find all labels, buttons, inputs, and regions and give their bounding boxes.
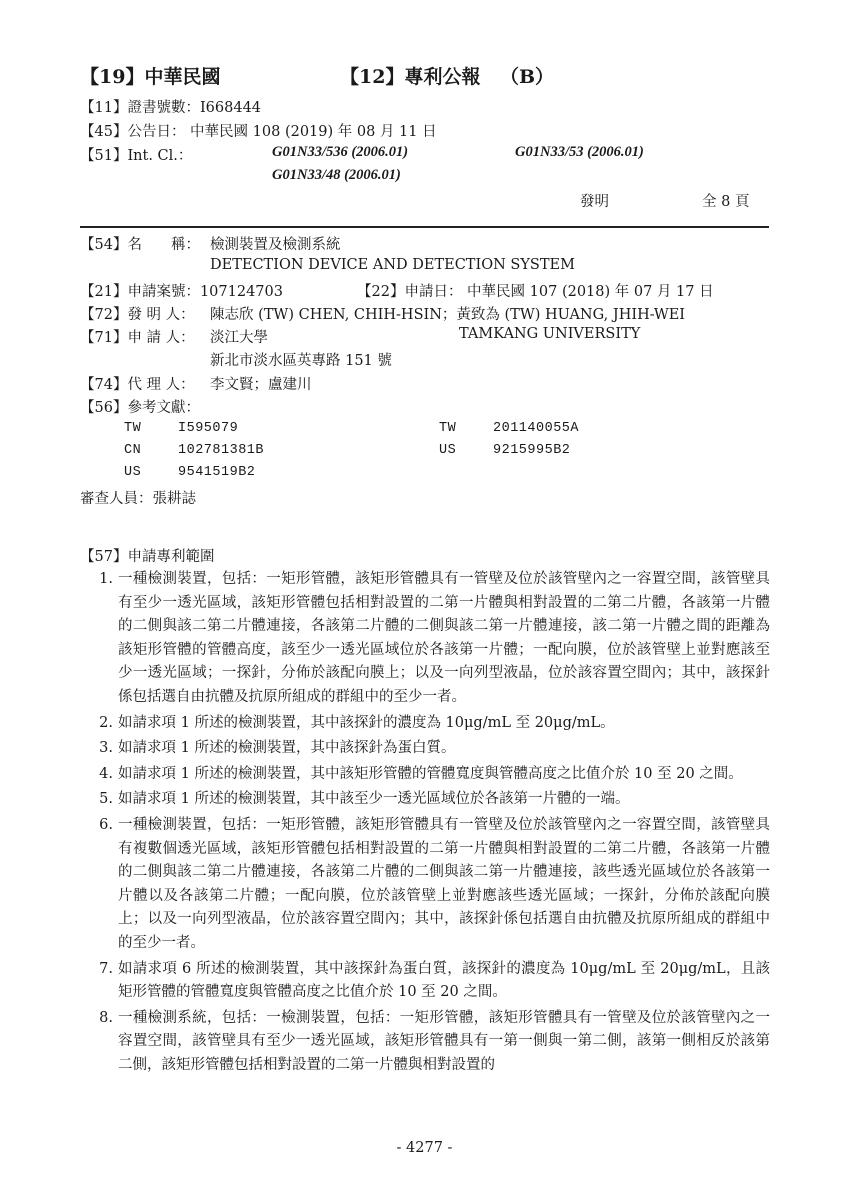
reference-country: CN (124, 443, 142, 458)
examiner: 審查人員：張耕誌 (80, 491, 196, 507)
references-label: 【56】參考文獻： (80, 400, 200, 416)
claim-number: 2. (99, 714, 113, 731)
reference-country: US (439, 443, 457, 458)
certificate-number: 【11】證書號數：I668444 (80, 100, 262, 116)
claim-text: 一種檢測裝置，包括：一矩形管體，該矩形管體具有一管壁及位於該管壁內之一容置空間，該管壁具有至少一透光區域，該矩形管體包括相對設置的二第一片體與相對設置的二第二片體，各該第一片體的二側與該二第二片體連接，各該第二片體的二側與該二第一片體連接，該二第一片體之間的距離為該矩形管體的管體高度，該至少一透光區域位於各該第一片體；一配向膜，位於該管壁上並對應該至少一透光區域；一探針，分佈於該配向膜上；以及一向列型液晶，位於該容置空間內；其中，該探針係包括選自由抗體及抗原所組成的群組中的至少一者。 (118, 571, 770, 705)
claim-text: 如請求項 1 所述的檢測裝置，其中該探針的濃度為 10μg/mL 至 20μg/mL。 (118, 714, 615, 731)
inventors: 陳志欣 (TW) CHEN, CHIH-HSIN；黃致為 (TW) HUANG, JHIH-WEI (210, 307, 686, 323)
applicant-zh: 淡江大學 (210, 330, 268, 346)
ipc-code: G01N33/53 (2006.01) (515, 144, 644, 160)
title-zh: 檢測裝置及檢測系統 (210, 237, 341, 253)
claim-number: 3. (99, 740, 113, 757)
claim-number: 1. (99, 571, 113, 587)
claim-text: 如請求項 6 所述的檢測裝置，其中該探針為蛋白質，該探針的濃度為 10μg/mL 至 20μg/mL，且該矩形管體的管體寬度與管體高度之比值介於 10 至 20 之間。 (118, 960, 770, 1001)
claim-number: 7. (99, 960, 113, 977)
reference-number: 201140055A (493, 421, 580, 436)
applicant-address: 新北市淡水區英專路 151 號 (210, 353, 392, 369)
header-divider (80, 226, 769, 228)
claim-number: 5. (99, 791, 113, 808)
claim-text: 一種檢測裝置，包括：一矩形管體，該矩形管體具有一管壁及位於該管壁內之一容置空間，該管壁具有複數個透光區域，該矩形管體包括相對設置的二第一片體與相對設置的二第二片體，各該第一片體的二側與該二第二片體連接，各該第二片體的二側與該二第一片體連接，該些透光區域位於各該第一片體以及各該第二片體；一配向膜，位於該管壁上並對應該些透光區域；一探針，分佈於該配向膜上；以及一向列型液晶，位於該容置空間內；其中，該探針係包括選自由抗體及抗原所組成的群組中的至少一者。 (118, 816, 770, 951)
announcement-date: 【45】公告日： 中華民國 108 (2019) 年 08 月 11 日 (80, 124, 437, 140)
reference-number: 102781381B (178, 443, 265, 458)
claim-item (80, 958, 770, 1005)
page-number: - 4277 - (396, 1140, 453, 1156)
country-code: 【19】中華民國 (80, 66, 221, 88)
inventor-label: 【72】發 明 人： (80, 307, 195, 323)
ipc-label: 【51】Int. Cl.： (80, 148, 193, 164)
reference-number: 9215995B2 (493, 443, 571, 458)
claim-item (80, 788, 770, 812)
claim-item (80, 712, 770, 736)
claim-item (80, 1007, 770, 1078)
reference-number: I595079 (178, 421, 239, 436)
title-en: DETECTION DEVICE AND DETECTION SYSTEM (210, 257, 575, 273)
claim-number: 4. (99, 765, 113, 782)
claim-text: 如請求項 1 所述的檢測裝置，其中該探針為蛋白質。 (118, 740, 456, 757)
claim-item (80, 737, 770, 761)
filing-date: 【22】申請日： 中華民國 107 (2018) 年 07 月 17 日 (357, 284, 714, 300)
kind-code: （B） (500, 66, 555, 88)
claim-text: 如請求項 1 所述的檢測裝置，其中該至少一透光區域位於各該第一片體的一端。 (118, 791, 630, 808)
agents: 李文賢；盧建川 (210, 377, 312, 393)
reference-number: 9541519B2 (178, 465, 256, 480)
title-label: 【54】名 稱： (80, 237, 200, 253)
ipc-code: G01N33/48 (2006.01) (272, 167, 401, 183)
claim-item (80, 814, 770, 956)
claims-list (80, 568, 770, 1079)
claim-number: 6. (99, 816, 113, 833)
ipc-code: G01N33/536 (2006.01) (272, 144, 409, 160)
application-number: 【21】申請案號：107124703 (80, 284, 283, 300)
applicant-label: 【71】申 請 人： (80, 330, 195, 346)
applicant-en: TAMKANG UNIVERSITY (459, 326, 641, 342)
claim-text: 如請求項 1 所述的檢測裝置，其中該矩形管體的管體寬度與管體高度之比值介於 10 至 20 之間。 (118, 765, 743, 782)
page-count: 全 8 頁 (702, 194, 750, 210)
patent-type: 發明 (580, 194, 609, 210)
reference-country: TW (124, 421, 142, 436)
agent-label: 【74】代 理 人： (80, 377, 195, 393)
claim-item (80, 763, 770, 787)
claim-text: 一種檢測系統，包括：一檢測裝置，包括：一矩形管體，該矩形管體具有一管壁及位於該管壁內之一容置空間，該管壁具有至少一透光區域，該矩形管體具有一第一側與一第二側，該第一側相反於該第二側，該矩形管體包括相對設置的二第一片體與相對設置的 (118, 1009, 770, 1073)
claim-number: 8. (99, 1009, 113, 1026)
reference-country: TW (439, 421, 457, 436)
publication-type: 【12】專利公報 (340, 66, 481, 88)
claims-heading: 【57】申請專利範圍 (80, 549, 215, 565)
claim-item (80, 568, 770, 710)
reference-country: US (124, 465, 142, 480)
